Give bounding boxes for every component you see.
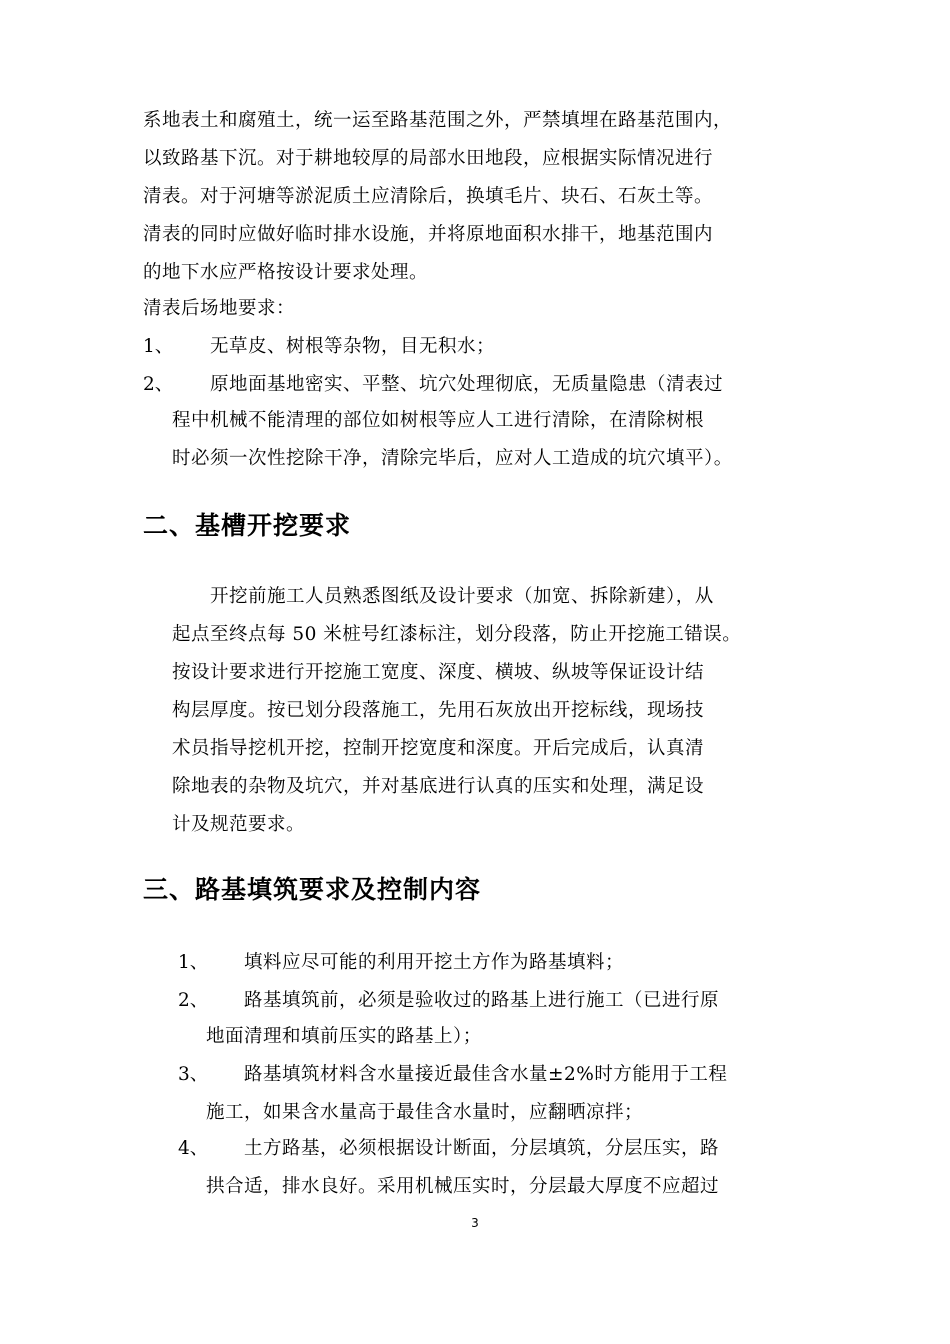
section-2-line-7: 计及规范要求。 — [172, 814, 306, 835]
section-2-line-3: 按设计要求进行开挖施工宽度、深度、横坡、纵坡等保证设计结 — [172, 662, 705, 683]
intro-line-1: 系地表土和腐殖土，统一运至路基范围之外，严禁填埋在路基范围内， — [143, 110, 733, 131]
intro-line-3: 清表。对于河塘等淤泥质土应清除后，换填毛片、块石、石灰土等。 — [143, 186, 714, 207]
intro-subhead: 清表后场地要求： — [143, 298, 296, 319]
intro-item-2-line-2: 程中机械不能清理的部位如树根等应人工进行清除，在清除树根 — [172, 410, 705, 431]
section-3-item-1-line-1: 填料应尽可能的利用开挖土方作为路基填料； — [244, 952, 625, 973]
section-3-item-1-number: 1、 — [178, 952, 209, 973]
section-2-line-6: 除地表的杂物及坑穴，并对基底进行认真的压实和处理，满足设 — [172, 776, 705, 797]
intro-line-2: 以致路基下沉。对于耕地较厚的局部水田地段，应根据实际情况进行 — [143, 148, 714, 169]
intro-item-1-number: 1、 — [143, 336, 174, 357]
section-3-item-2-line-1: 路基填筑前，必须是验收过的路基上进行施工（已进行原 — [244, 990, 720, 1011]
section-3-item-3-line-2: 施工，如果含水量高于最佳含水量时，应翻晒凉拌； — [206, 1102, 644, 1123]
intro-item-2-line-1: 原地面基地密实、平整、坑穴处理彻底，无质量隐患（清表过 — [210, 374, 724, 395]
intro-item-1-line-1: 无草皮、树根等杂物，目无积水； — [210, 336, 496, 357]
section-3-item-3-line-1: 路基填筑材料含水量接近最佳含水量±2%时方能用于工程 — [244, 1064, 728, 1085]
section-2-line-1: 开挖前施工人员熟悉图纸及设计要求（加宽、拆除新建），从 — [210, 586, 714, 607]
intro-item-2-number: 2、 — [143, 374, 174, 395]
section-3-heading: 三、路基填筑要求及控制内容 — [143, 875, 482, 904]
section-3-item-4-line-1: 土方路基，必须根据设计断面，分层填筑，分层压实，路 — [244, 1138, 720, 1159]
section-3-item-2-line-2: 地面清理和填前压实的路基上）； — [206, 1026, 482, 1047]
section-2-line-4: 构层厚度。按已划分段落施工，先用石灰放出开挖标线，现场技 — [172, 700, 705, 721]
section-2-line-5: 术员指导挖机开挖，控制开挖宽度和深度。开后完成后，认真清 — [172, 738, 705, 759]
intro-line-5: 的地下水应严格按设计要求处理。 — [143, 262, 429, 283]
section-2-heading: 二、基槽开挖要求 — [143, 511, 352, 540]
section-3-item-2-number: 2、 — [178, 990, 209, 1011]
section-2-line-2: 起点至终点每 50 米桩号红漆标注，划分段落，防止开挖施工错误。 — [172, 624, 742, 645]
section-3-item-3-number: 3、 — [178, 1064, 209, 1085]
page-number: 3 — [471, 1216, 479, 1230]
intro-line-4: 清表的同时应做好临时排水设施，并将原地面积水排干，地基范围内 — [143, 224, 714, 245]
section-3-item-4-number: 4、 — [178, 1138, 209, 1159]
section-3-item-4-line-2: 拱合适，排水良好。采用机械压实时，分层最大厚度不应超过 — [206, 1176, 720, 1197]
intro-item-2-line-3: 时必须一次性挖除干净，清除完毕后，应对人工造成的坑穴填平）。 — [172, 448, 733, 469]
